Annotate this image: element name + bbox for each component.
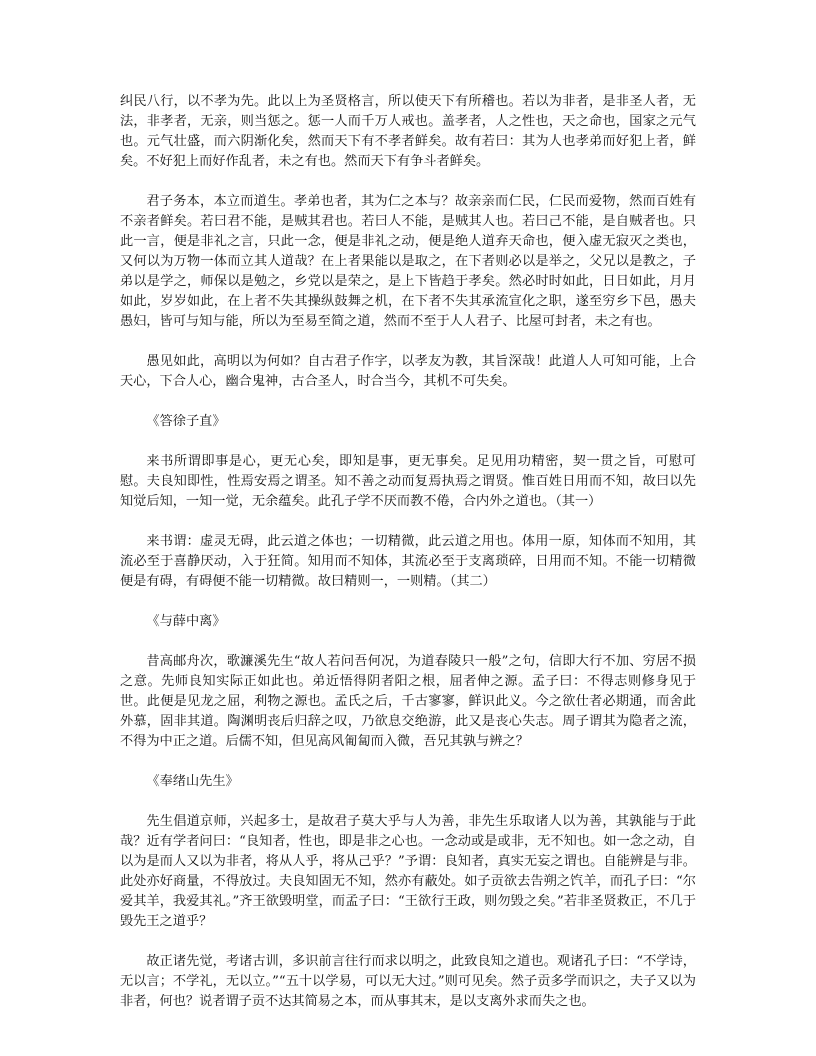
paragraph-yujian: 愚见如此，高明以为何如？自古君子作字，以孝友为教，其旨深哉！此道人人可知可能，上合天心，下合人心，幽合鬼神，古合圣人，时合当今，其机不可失矣。: [120, 354, 696, 389]
paragraph-gaoyou: 昔高邮舟次，歌濂溪先生“故人若问吾何况，为道春陵只一般”之句，信即大行不加、穷居不损之意。先师良知实际正如此也。弟近悟得阴者阳之根，屈者伸之源。孟子曰：不得志则修身见于世。此便是见龙之屈，利物之源也。孟氏之后，千古寥寥，鲜识此义。今之欲仕者必期通，而舍此外慕，固非其道。陶渊明丧后归辞之叹，乃欲息交绝游，此又是丧心失志。周子谓其为隐者之流，不得为中正之道。后儒不知，但见高风匍匐而入微，吾兄其孰与辨之？: [120, 654, 696, 749]
paragraph-junzi-wuben: 君子务本，本立而道生。孝弟也者，其为仁之本与？故亲亲而仁民，仁民而爱物，然而百姓有不亲者鲜矣。若曰君不能，是贼其君也。若曰人不能，是贼其人也。若曰己不能，是自贼者也。只此一言，便是非礼之言，只此一念，便是非礼之动，便是绝人道弃天命也，便入虚无寂灭之类也，又何以为万物一体而立其人道哉？在上者果能以是取之，在下者则必以是举之，父兄以是教之，子弟以是学之，师保以是勉之，乡党以是荣之，是上下皆趋于孝矣。然必时时如此，日日如此，月月如此，岁岁如此，在上者不失其操纵鼓舞之机，在下者不失其承流宣化之职，遂至穷乡下邑，愚夫愚妇，皆可与知与能，所以为至易至简之道，然而不至于人人君子、比屋可封者，未之有也。: [120, 194, 696, 329]
paragraph-changdao: 先生倡道京师，兴起多士，是故君子莫大乎与人为善，非先生乐取诸人以为善，其孰能与于此哉？近有学者问曰：“良知者，性也，即是非之心也。一念动或是或非，无不知也。如一念之动，自以为是而人又以为非者，将从人乎，将从己乎？”予谓：良知者，真实无妄之谓也。自能辨是与非。此处亦好商量，不得放过。夫良知固无不知，然亦有蔽处。如子贡欲去告朔之饩羊，而孔子曰：“尔爱其羊，我爱其礼。”齐王欲毁明堂，而孟子曰：“王欲行王政，则勿毁之矣。”若非圣贤救正，不几于毁先王之道乎？: [120, 814, 696, 929]
paragraph-opening: 纠民八行，以不孝为先。此以上为圣贤格言，所以使天下有所稽也。若以为非者，是非圣人者，无法，非孝者，无亲，则当惩之。惩一人而千万人戒也。盖孝者，人之性也，天之命也，国家之元气也。元气壮盛，而六阴渐化矣，然而天下有不孝者鲜矣。故有若曰：其为人也孝弟而好犯上者，鲜矣。不好犯上而好作乱者，未之有也。然而天下有争斗者鲜矣。: [120, 94, 696, 169]
paragraph-laishu-2: 来书谓：虚灵无碍，此云道之体也；一切精微，此云道之用也。体用一原，知体而不知用，其流必至于喜静厌动，入于狂简。知用而不知体，其流必至于支离琐碎，日用而不知。不能一切精微便是有碍，有碍便不能一切精微。故曰精则一，一则精。（其二）: [120, 534, 696, 589]
section-heading-yu-xue-zhongli: 《与薛中离》: [146, 614, 226, 629]
document-body: [120, 92, 696, 1032]
section-heading-da-xu-zizhi: 《答徐子直》: [146, 414, 226, 429]
paragraph-zhengzhu: 故正诸先觉，考诸古训，多识前言往行而求以明之，此致良知之道也。观诸孔子曰：“不学诗，无以言；不学礼，无以立。”“五十以学易，可以无大过。”则可见矣。然子贡多学而识之，夫子又以为非者，何也？说者谓子贡不达其简易之本，而从事其末，是以支离外求而失之也。: [120, 954, 696, 1009]
section-heading-feng-xushan: 《奉绪山先生》: [146, 774, 239, 789]
paragraph-laishu-1: 来书所谓即事是心，更无心矣，即知是事，更无事矣。足见用功精密，契一贯之旨，可慰可慰。夫良知即性，性焉安焉之谓圣。知不善之动而复焉执焉之谓贤。惟百姓日用而不知，故曰以先知觉后知，一知一觉，无余蕴矣。此孔子学不厌而教不倦，合内外之道也。（其一）: [120, 454, 696, 509]
